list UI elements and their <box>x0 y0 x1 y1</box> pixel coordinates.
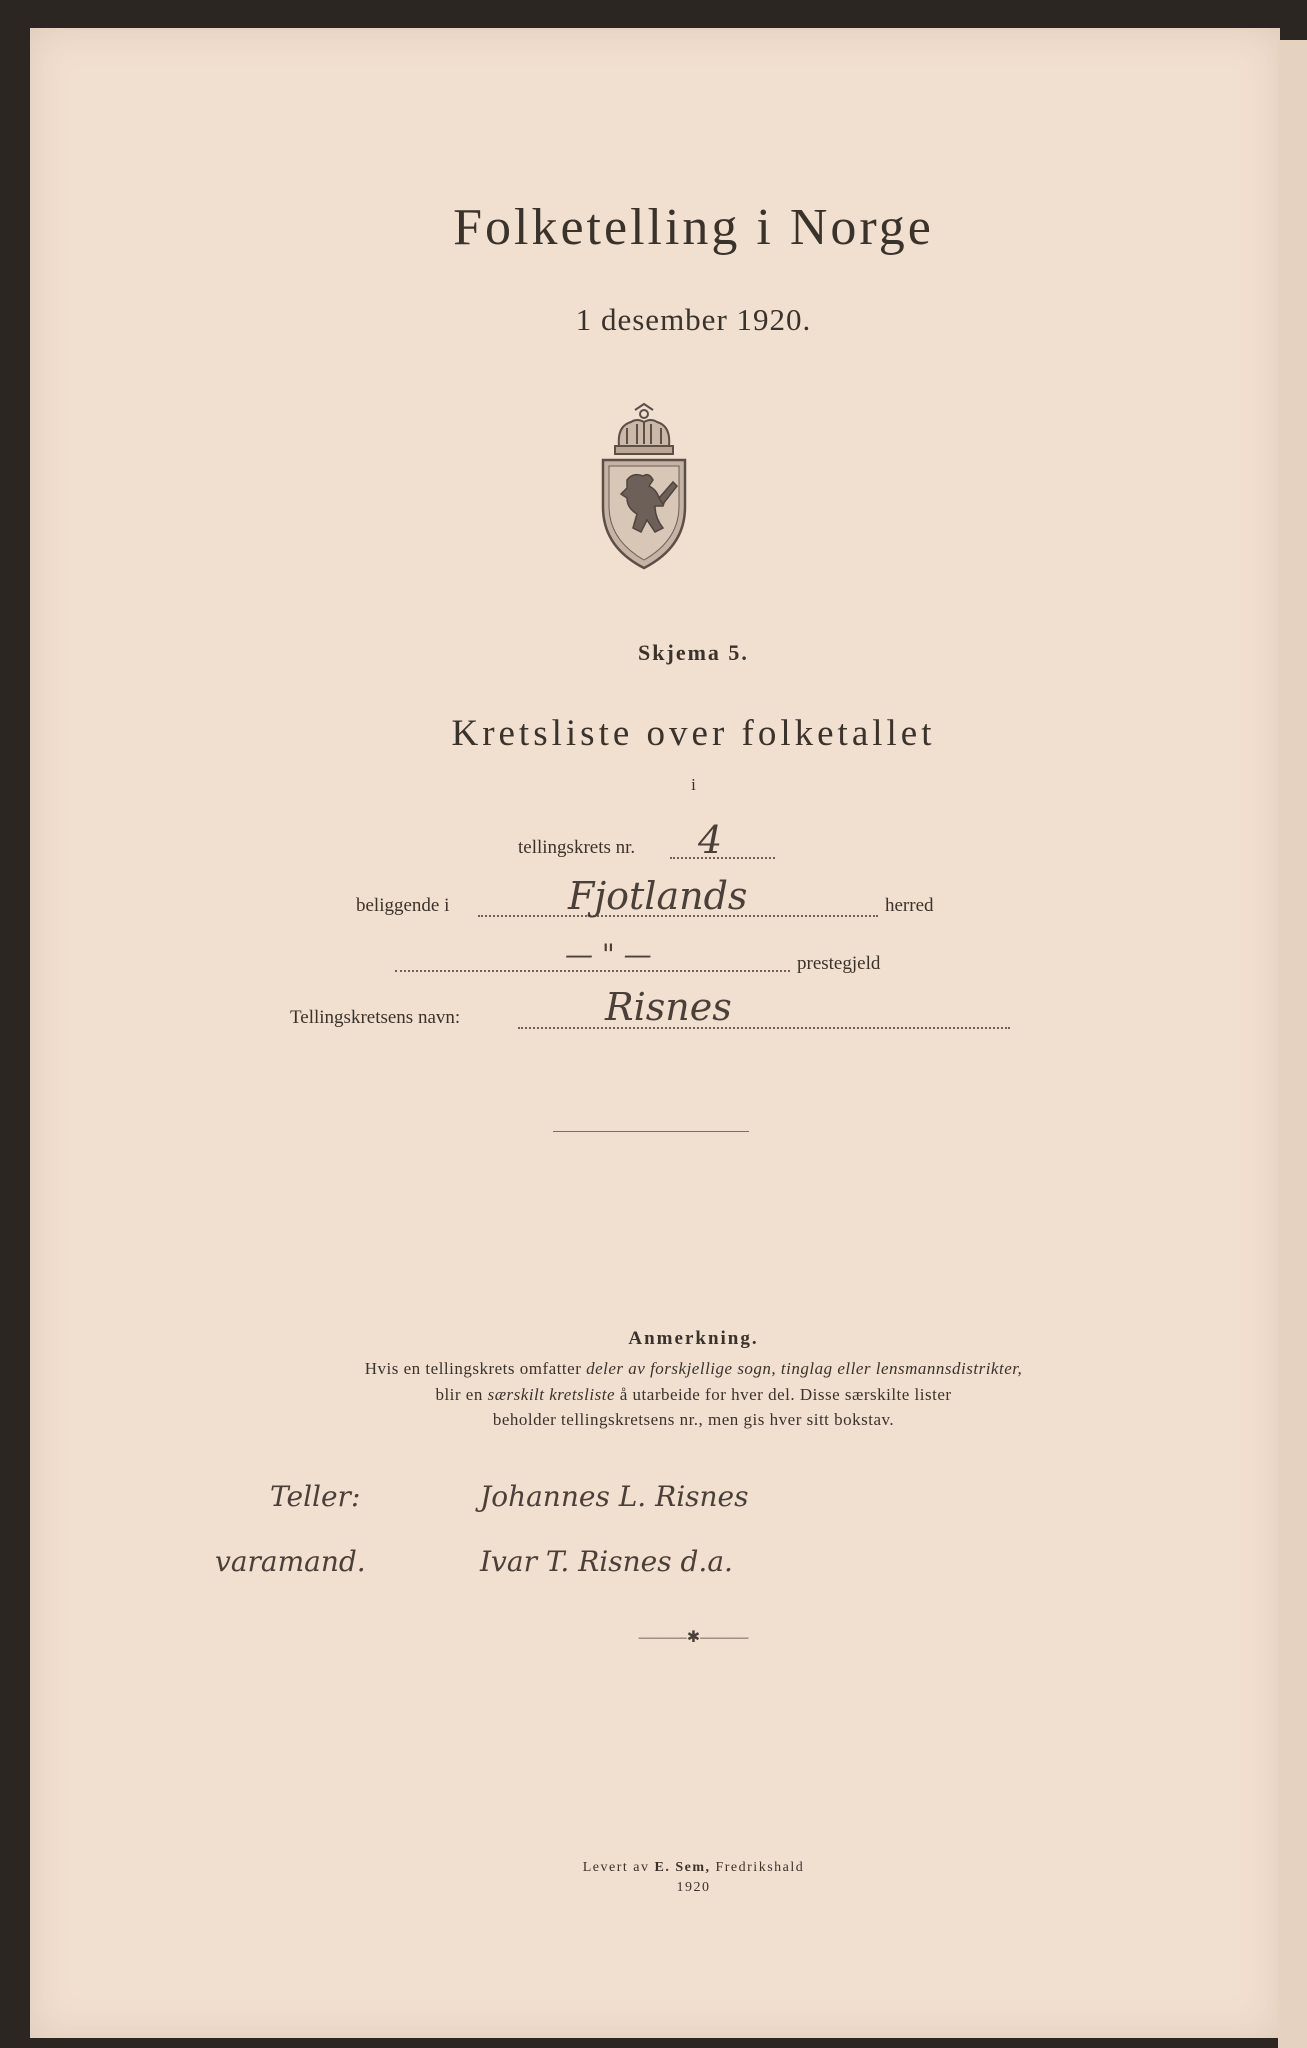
printer-line-1 <box>40 1860 1307 1876</box>
varamand-name: Ivar T. Risnes d.a. <box>480 1545 733 1578</box>
page-title: Folketelling i Norge <box>453 199 934 256</box>
census-date: 1 desember 1920. <box>575 302 812 337</box>
krets-line <box>670 857 775 859</box>
note-heading: Anmerkning. <box>628 1328 759 1349</box>
note-line-2-text: blir en <box>435 1385 488 1404</box>
note-line-2-italic: særskilt kretsliste <box>487 1385 615 1404</box>
printer-year: 1920 <box>676 1880 711 1895</box>
note-line-3: beholder tellingskretsens nr., men gis hver sitt bokstav. <box>492 1410 895 1429</box>
schema-number: Skjema 5. <box>638 640 749 665</box>
norwegian-coat-of-arms-icon <box>597 402 692 572</box>
printer-prefix: Levert av <box>582 1860 655 1875</box>
note-line-2-rest: å utarbeide for hver del. Disse særskilte lister <box>615 1385 952 1404</box>
navn-value: Risnes <box>605 985 732 1029</box>
form-heading: Kretsliste over folketallet <box>451 713 936 754</box>
page-edge <box>1278 40 1307 2048</box>
teller-label: Teller: <box>270 1480 361 1513</box>
printer-name: E. Sem, <box>654 1860 711 1875</box>
herred-value: Fjotlands <box>568 874 748 918</box>
ornament-divider: ———✱——— <box>638 1629 749 1646</box>
printer-city: Fredrikshald <box>710 1860 805 1875</box>
herred-prefix: beliggende i <box>356 895 450 916</box>
note-line-2 <box>40 1385 1307 1405</box>
note-line-1-italic: deler av forskjellige sogn, tinglag eller lensmannsdistrikter, <box>586 1359 1023 1378</box>
note-line-1-text: Hvis en tellingskrets omfatter <box>364 1359 587 1378</box>
krets-value: 4 <box>698 818 723 862</box>
navn-line <box>518 1027 1010 1029</box>
preposition-i: i <box>691 775 696 794</box>
herred-suffix: herred <box>885 895 934 916</box>
krets-label: tellingskrets nr. <box>518 837 636 858</box>
prestegjeld-suffix: prestegjeld <box>797 953 881 974</box>
varamand-label: varamand. <box>215 1545 366 1578</box>
note-line-1 <box>40 1359 1307 1379</box>
prestegjeld-value: — " — <box>565 938 652 971</box>
divider-rule <box>553 1131 749 1132</box>
navn-label: Tellingskretsens navn: <box>290 1007 461 1028</box>
teller-name: Johannes L. Risnes <box>480 1480 749 1513</box>
